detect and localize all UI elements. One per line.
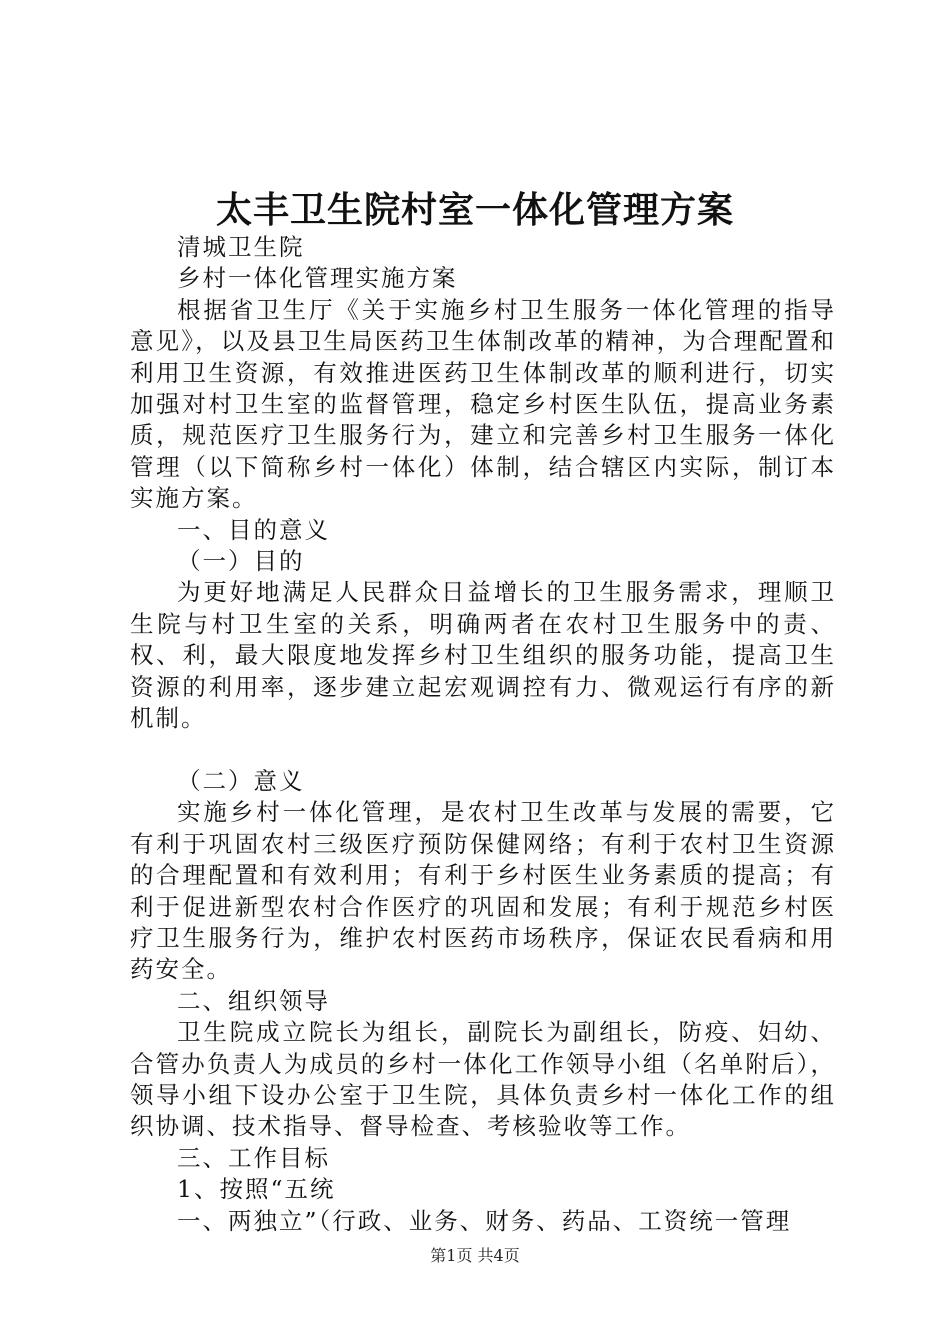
section-heading-organization: 二、组织领导	[177, 986, 330, 1015]
section-heading-purpose-significance: 一、目的意义	[177, 515, 330, 544]
organization-paragraph: 卫生院成立院长为组长，副院长为副组长，防疫、妇幼、合管办负责人为成员的乡村一体化工作领导小组（名单附后），领导小组下设办公室于卫生院，具体负责乡村一体化工作的组织协调、技术指导、督导检查、考核验收等工作。	[130, 1018, 836, 1141]
subsection-heading-purpose: （一）目的	[177, 547, 305, 576]
intro-paragraph: 根据省卫生厅《关于实施乡村卫生服务一体化管理的指导意见》，以及县卫生局医药卫生体制改革的精神，为合理配置和利用卫生资源，有效推进医药卫生体制改革的顺利进行，切实加强对村卫生室的监督管理，稳定乡村医生队伍，提高业务素质，规范医疗卫生服务行为，建立和完善乡村卫生服务一体化管理（以下简称乡村一体化）体制，结合辖区内实际，制订本实施方案。	[130, 295, 836, 513]
subsection-heading-significance: （二）意义	[177, 766, 305, 795]
document-body	[130, 232, 836, 1237]
plan-subtitle: 乡村一体化管理实施方案	[177, 264, 458, 293]
goals-item-1: 1、按照“五统	[177, 1175, 336, 1204]
section-heading-goals: 三、工作目标	[177, 1143, 330, 1172]
significance-paragraph: 实施乡村一体化管理，是农村卫生改革与发展的需要，它有利于巩固农村三级医疗预防保健网络；有利于农村卫生资源的合理配置和有效利用；有利于乡村医生业务素质的提高；有利于促进新型农村合作医疗的巩固和发展；有利于规范乡村医疗卫生服务行为，维护农村医药市场秩序，保证农民看病和用药安全。	[130, 798, 836, 984]
document-title: 太丰卫生院村室一体化管理方案	[215, 189, 734, 231]
page-number-footer: 第1页 共4页	[430, 1246, 520, 1265]
goals-item-1-continued: 一、两独立”（行政、业务、财务、药品、工资统一管理	[177, 1206, 792, 1235]
org-name: 清城卫生院	[177, 233, 305, 261]
purpose-paragraph: 为更好地满足人民群众日益增长的卫生服务需求，理顺卫生院与村卫生室的关系，明确两者在农村卫生服务中的责、权、利，最大限度地发挥乡村卫生组织的服务功能，提高卫生资源的利用率，逐步建立起宏观调控有力、微观运行有序的新机制。	[130, 578, 836, 733]
